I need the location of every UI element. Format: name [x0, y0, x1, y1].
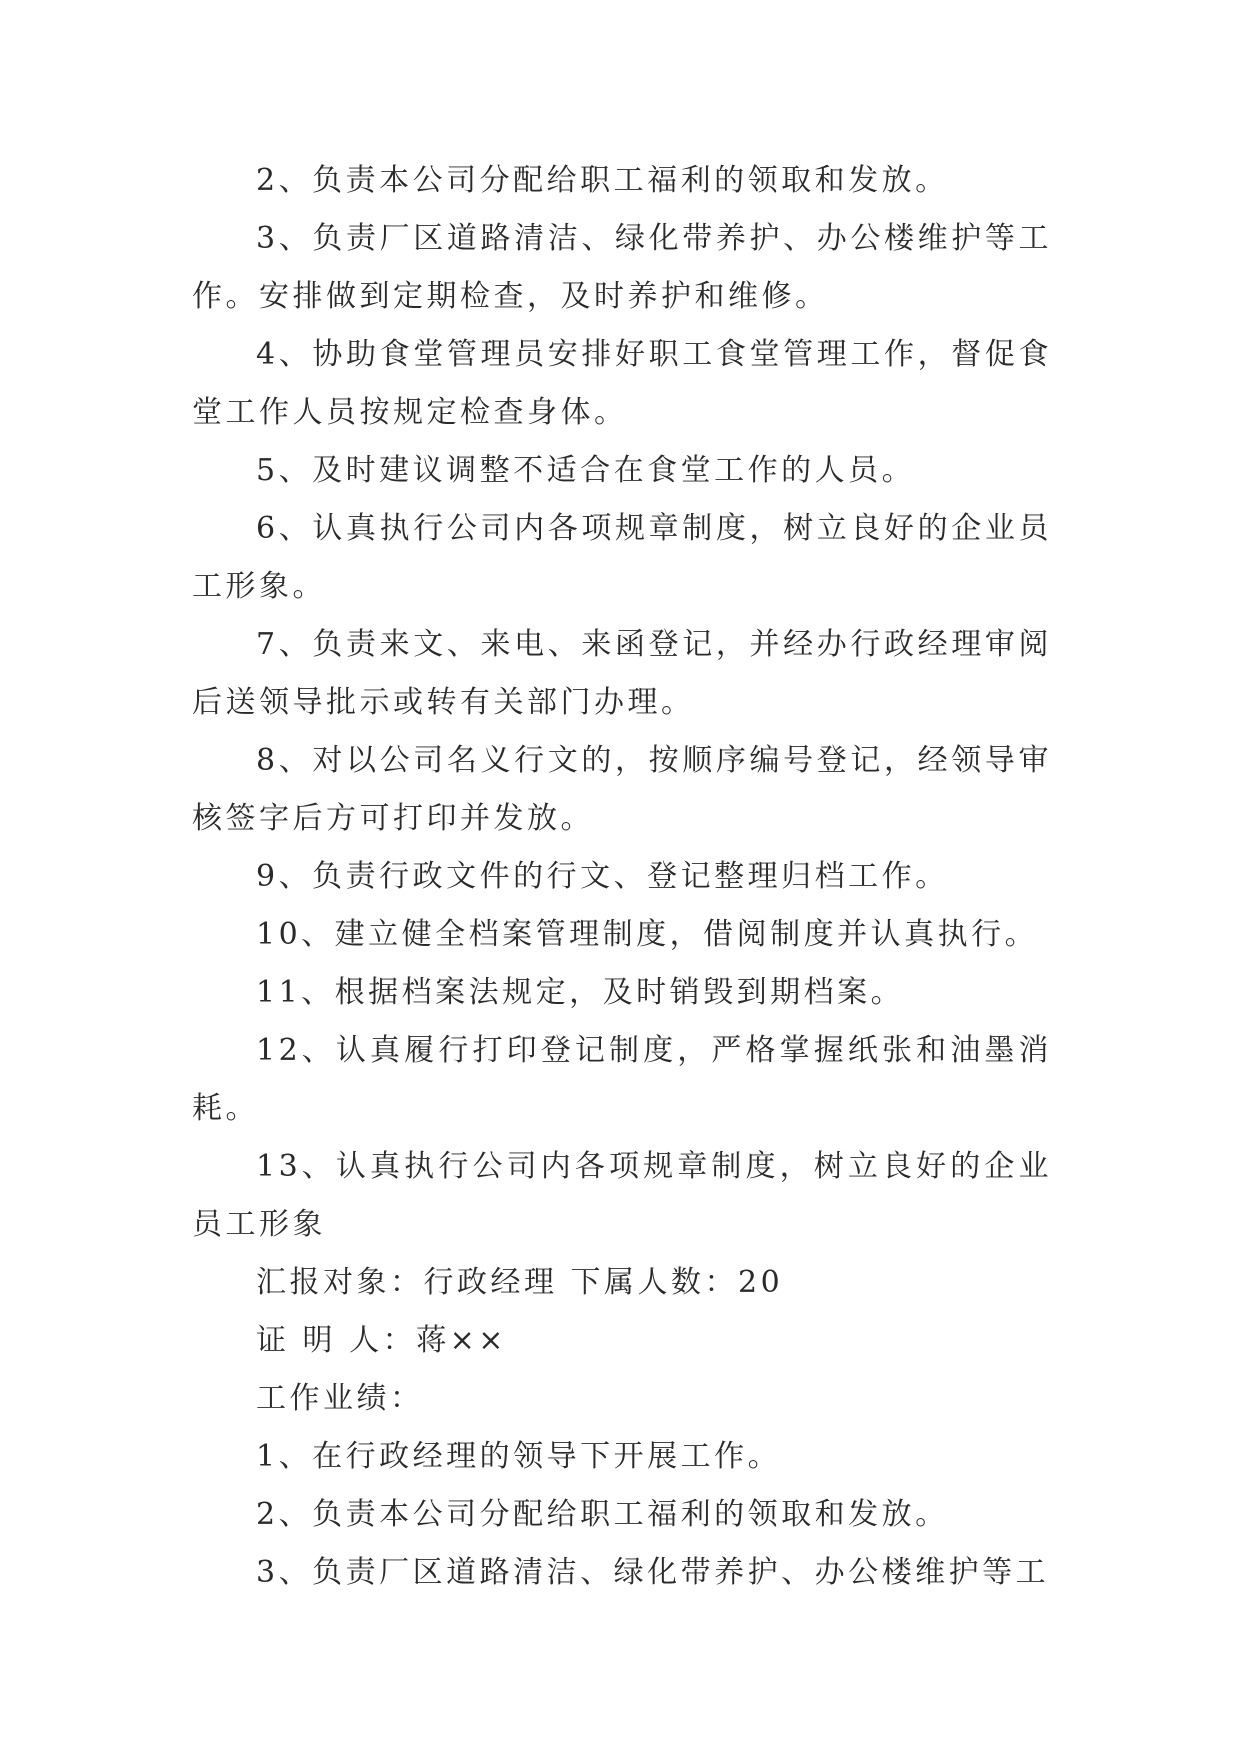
- duty-item-2: 2、负责本公司分配给职工福利的领取和发放。: [256, 163, 949, 198]
- achievement-item-1: 1、在行政经理的领导下开展工作。: [256, 1439, 782, 1474]
- achievements-heading: 工作业绩：: [256, 1381, 424, 1416]
- duty-item-3: 3、负责厂区道路清洁、绿化带养护、办公楼维护等工作。安排做到定期检查，及时养护和维修。: [192, 221, 1052, 314]
- duty-item-8: 8、对以公司名义行文的，按顺序编号登记，经领导审核签字后方可打印并发放。: [192, 743, 1052, 836]
- document-body: [192, 152, 1052, 1602]
- duty-item-6: 6、认真执行公司内各项规章制度，树立良好的企业员工形象。: [192, 511, 1052, 604]
- report-line: 汇报对象：行政经理 下属人数：20: [256, 1265, 784, 1300]
- duty-item-12: 12、认真履行打印登记制度，严格掌握纸张和油墨消耗。: [192, 1033, 1052, 1126]
- duty-item-7: 7、负责来文、来电、来函登记，并经办行政经理审阅后送领导批示或转有关部门办理。: [192, 627, 1052, 720]
- achievement-item-3: 3、负责厂区道路清洁、绿化带养护、办公楼维护等工: [256, 1555, 1050, 1590]
- achievement-item-2: 2、负责本公司分配给职工福利的领取和发放。: [256, 1497, 949, 1532]
- duty-item-11: 11、根据档案法规定，及时销毁到期档案。: [256, 975, 905, 1010]
- witness-line: 证 明 人：蒋××: [256, 1323, 507, 1358]
- duty-item-13: 13、认真执行公司内各项规章制度，树立良好的企业员工形象: [192, 1149, 1052, 1242]
- duty-item-10: 10、建立健全档案管理制度，借阅制度并认真执行。: [256, 917, 1039, 952]
- duty-item-5: 5、及时建议调整不适合在食堂工作的人员。: [256, 453, 916, 488]
- duty-item-9: 9、负责行政文件的行文、登记整理归档工作。: [256, 859, 949, 894]
- duty-item-4: 4、协助食堂管理员安排好职工食堂管理工作，督促食堂工作人员按规定检查身体。: [192, 337, 1052, 430]
